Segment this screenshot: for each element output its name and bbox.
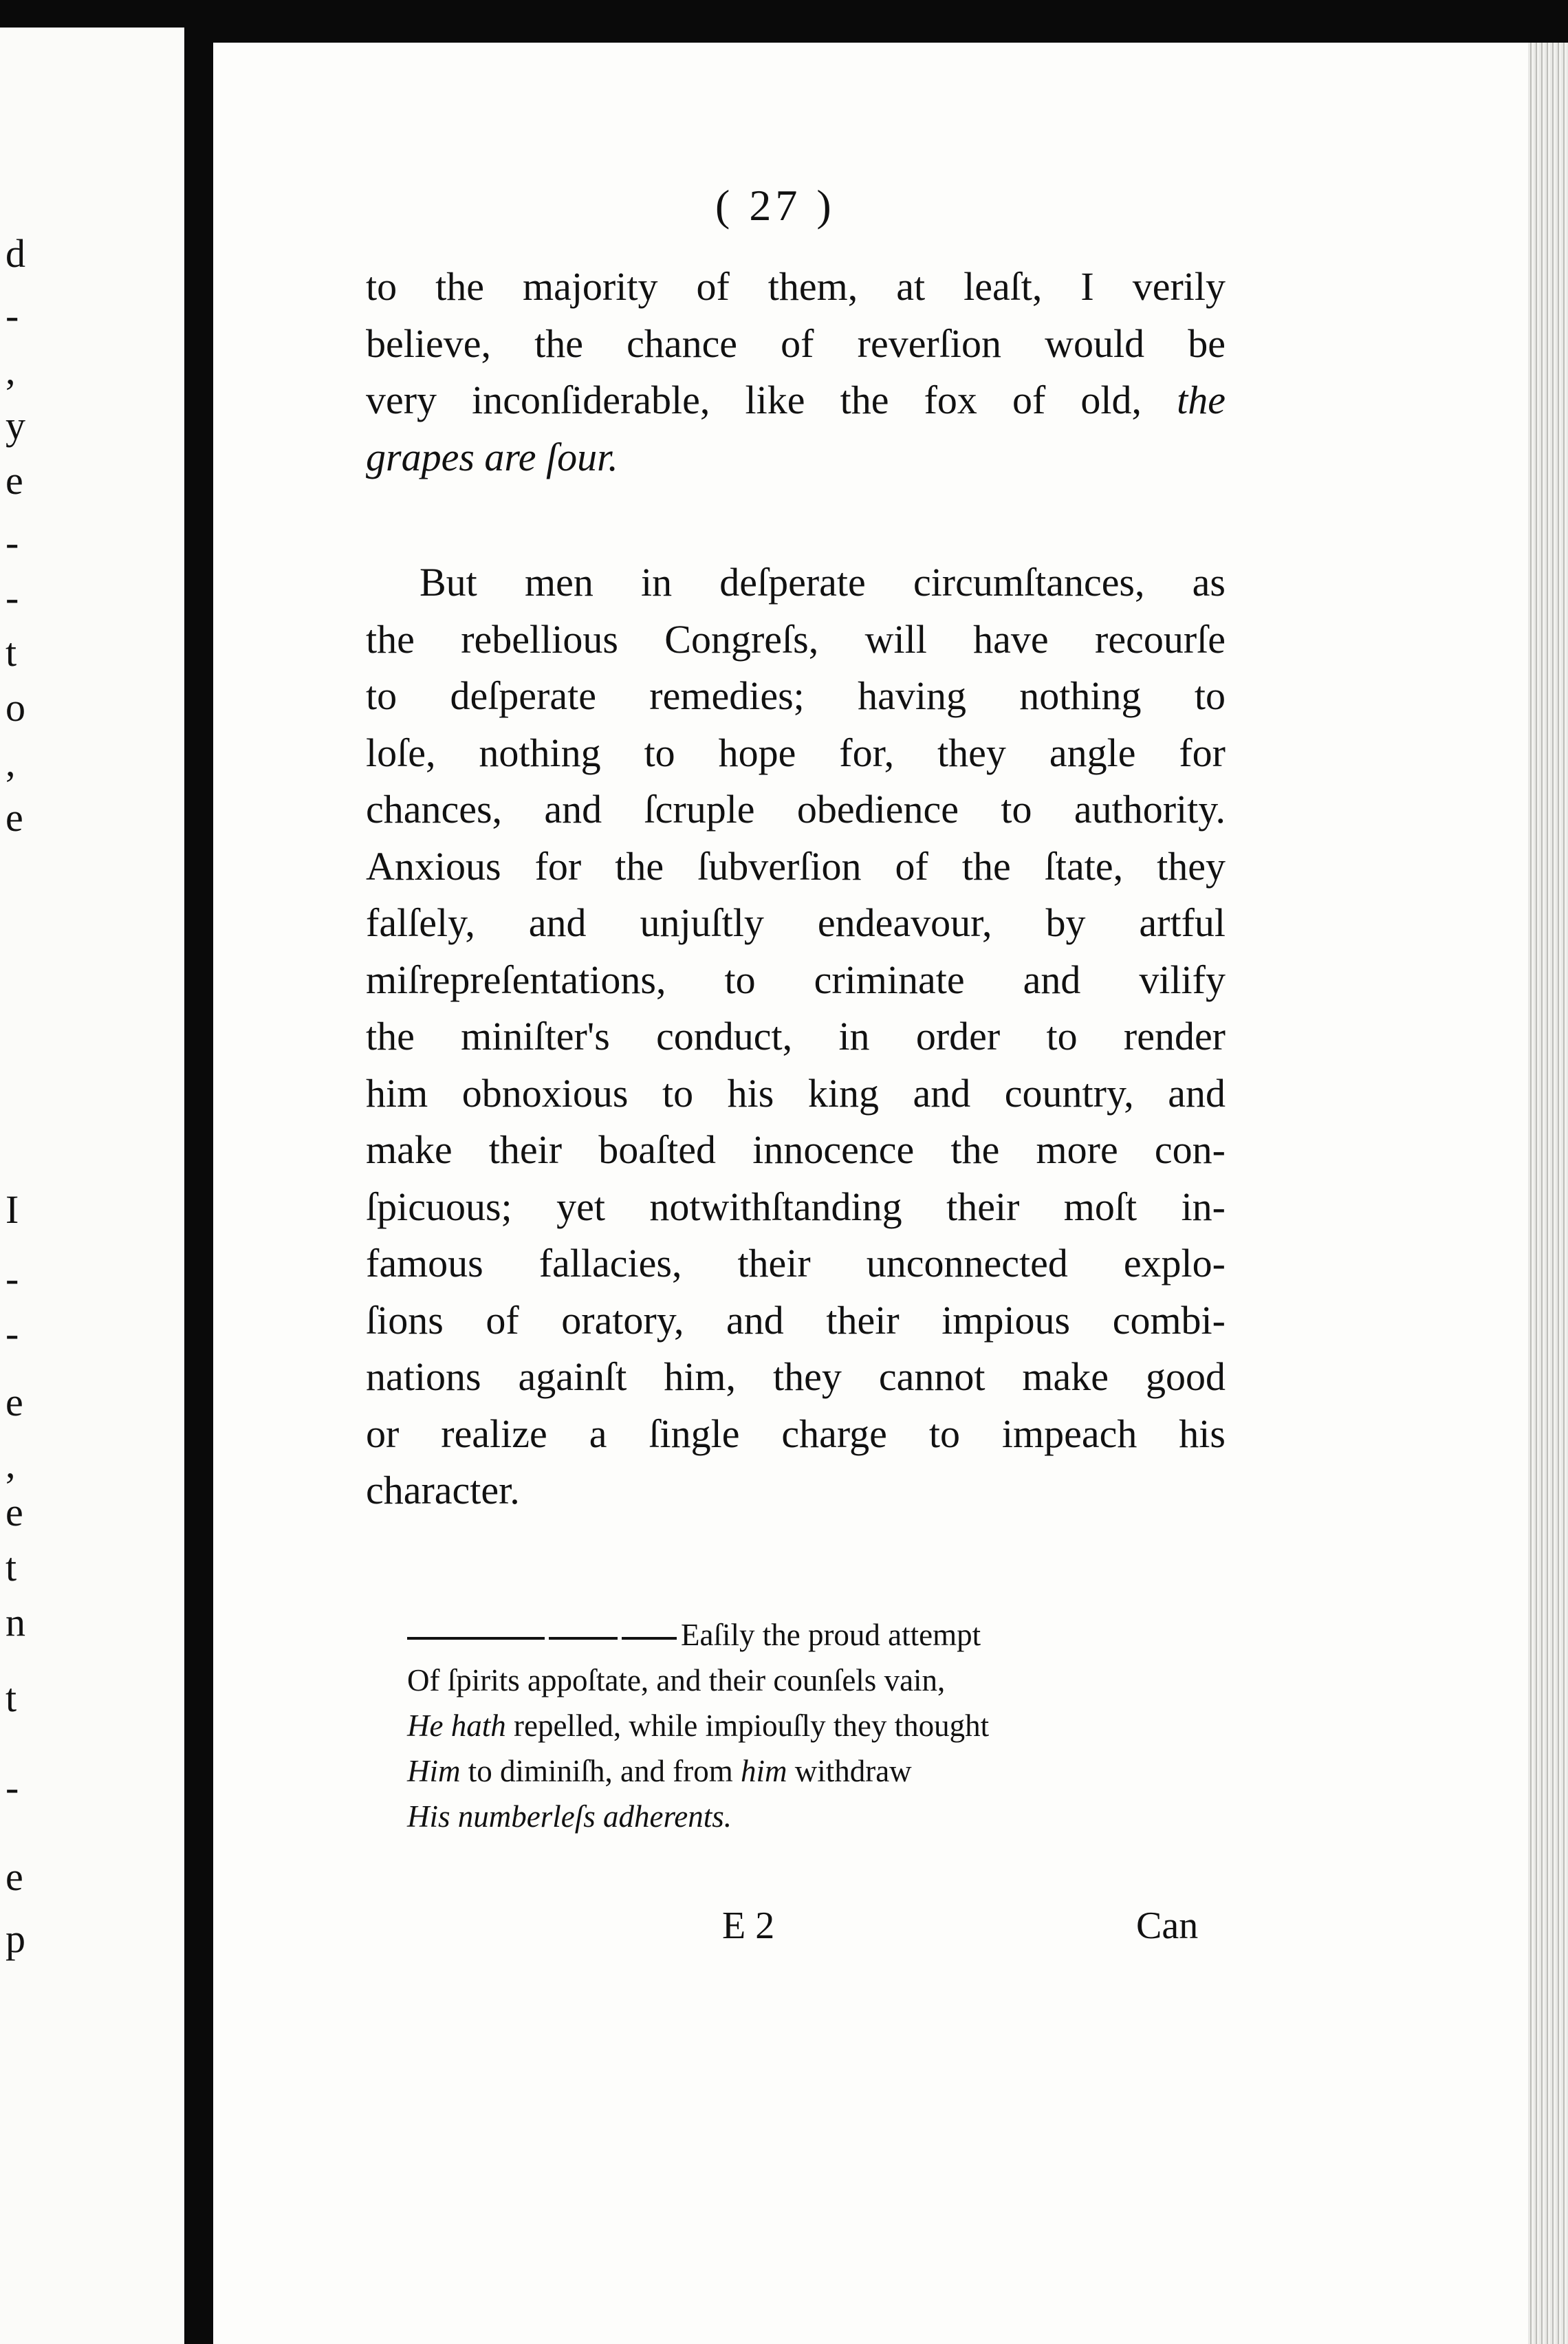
left-page-fragment: o: [6, 685, 25, 730]
text-line: the miniſter's conduct, in order to render: [366, 1014, 1226, 1059]
text-line: nations againſt him, they cannot make good: [366, 1354, 1226, 1399]
text-segment: very inconſiderable, like the fox of old,: [366, 378, 1142, 422]
left-page-fragment: e: [6, 1490, 23, 1534]
catchword: Can: [1136, 1905, 1199, 1947]
italic-text: the: [1177, 378, 1226, 422]
italic-text: His numberleſs adherents.: [407, 1799, 732, 1834]
book-gutter: [184, 0, 213, 2344]
text-line: falſely, and unjuſtly endeavour, by artful: [366, 900, 1226, 945]
italic-text: He hath: [407, 1708, 506, 1743]
left-page-fragment: e: [6, 1380, 23, 1424]
left-page-fragment: I: [6, 1187, 19, 1232]
text-line: famous fallacies, their unconnected explo-: [366, 1241, 1226, 1285]
text-line: make their boaſted innocence the more con-: [366, 1127, 1226, 1172]
verse-quotation: [407, 1612, 1226, 1839]
text-line: chances, and ſcruple obedience to authority.: [366, 787, 1226, 832]
left-page-fragment: e: [6, 795, 23, 840]
quote-line: [407, 1703, 1226, 1748]
quote-line: [407, 1748, 1226, 1794]
page-edge-stack: [1528, 43, 1568, 2344]
text-line: or realize a ſingle charge to impeach his: [366, 1411, 1226, 1456]
text-line: [366, 429, 1226, 486]
quote-line: [407, 1612, 1226, 1658]
text-line: ſpicuous; yet notwithſtanding their moſt in-: [366, 1184, 1226, 1229]
left-page-fragment: y: [6, 403, 25, 448]
quote-line: Of ſpirits appoſtate, and their counſels vain,: [407, 1663, 946, 1697]
text-line: to the majority of them, at leaſt, I verily: [366, 264, 1226, 309]
dash-rule: [407, 1637, 545, 1640]
left-page-fragment: ,: [6, 348, 16, 393]
italic-text: grapes are ſour.: [366, 434, 618, 479]
left-page-fragment: p: [6, 1916, 25, 1961]
left-page-fragment: -: [6, 575, 19, 620]
left-page-fragment: -: [6, 1256, 19, 1301]
left-page-fragment: -: [6, 1311, 19, 1356]
left-page-fragment: -: [6, 520, 19, 565]
quote-text: Eaſily the proud attempt: [681, 1618, 981, 1652]
left-page-fragment: ,: [6, 740, 16, 785]
italic-text: Him: [407, 1754, 461, 1788]
text-line: miſrepreſentations, to criminate and vilify: [366, 957, 1226, 1002]
left-page-fragment: -: [6, 293, 19, 338]
paragraph-1: [366, 259, 1226, 486]
text-line: ſions of oratory, and their impious combi-: [366, 1297, 1226, 1343]
italic-text: him: [740, 1754, 787, 1788]
left-page-fragment: -: [6, 1765, 19, 1810]
left-page-fragment: n: [6, 1600, 25, 1645]
paragraph-2: [366, 554, 1226, 1519]
quote-text: withdraw: [787, 1754, 912, 1788]
text-line: character.: [366, 1468, 520, 1512]
left-page-fragment: d: [6, 231, 25, 276]
left-page-fragment: ,: [6, 1442, 16, 1486]
text-line: to deſperate remedies; having nothing to: [366, 673, 1226, 718]
text-line: Anxious for the ſubverſion of the ſtate, they: [366, 843, 1226, 889]
dash-rule: [622, 1637, 677, 1640]
left-page-fragment: t: [6, 1675, 17, 1720]
page-number: ( 27 ): [715, 181, 836, 230]
signature-mark: E 2: [722, 1905, 775, 1947]
text-line: But men in deſperate circumſtances, as: [420, 560, 1226, 605]
quote-line: [407, 1794, 1226, 1839]
text-line: the rebellious Congreſs, will have recourſe: [366, 616, 1226, 662]
quote-text: to diminiſh, and from: [460, 1754, 741, 1788]
quote-text: repelled, while impiouſly they thought: [505, 1708, 990, 1743]
dash-rule: [549, 1637, 618, 1640]
text-line: [366, 372, 1226, 429]
left-page-fragment: e: [6, 1854, 23, 1899]
text-line: believe, the chance of reverſion would be: [366, 321, 1226, 366]
left-page-fragment: e: [6, 458, 23, 503]
left-page-fragment: t: [6, 630, 17, 675]
left-facing-page: [0, 28, 184, 2344]
text-line: loſe, nothing to hope for, they angle for: [366, 730, 1226, 775]
left-page-fragment: t: [6, 1545, 17, 1589]
text-line: him obnoxious to his king and country, and: [366, 1070, 1226, 1116]
